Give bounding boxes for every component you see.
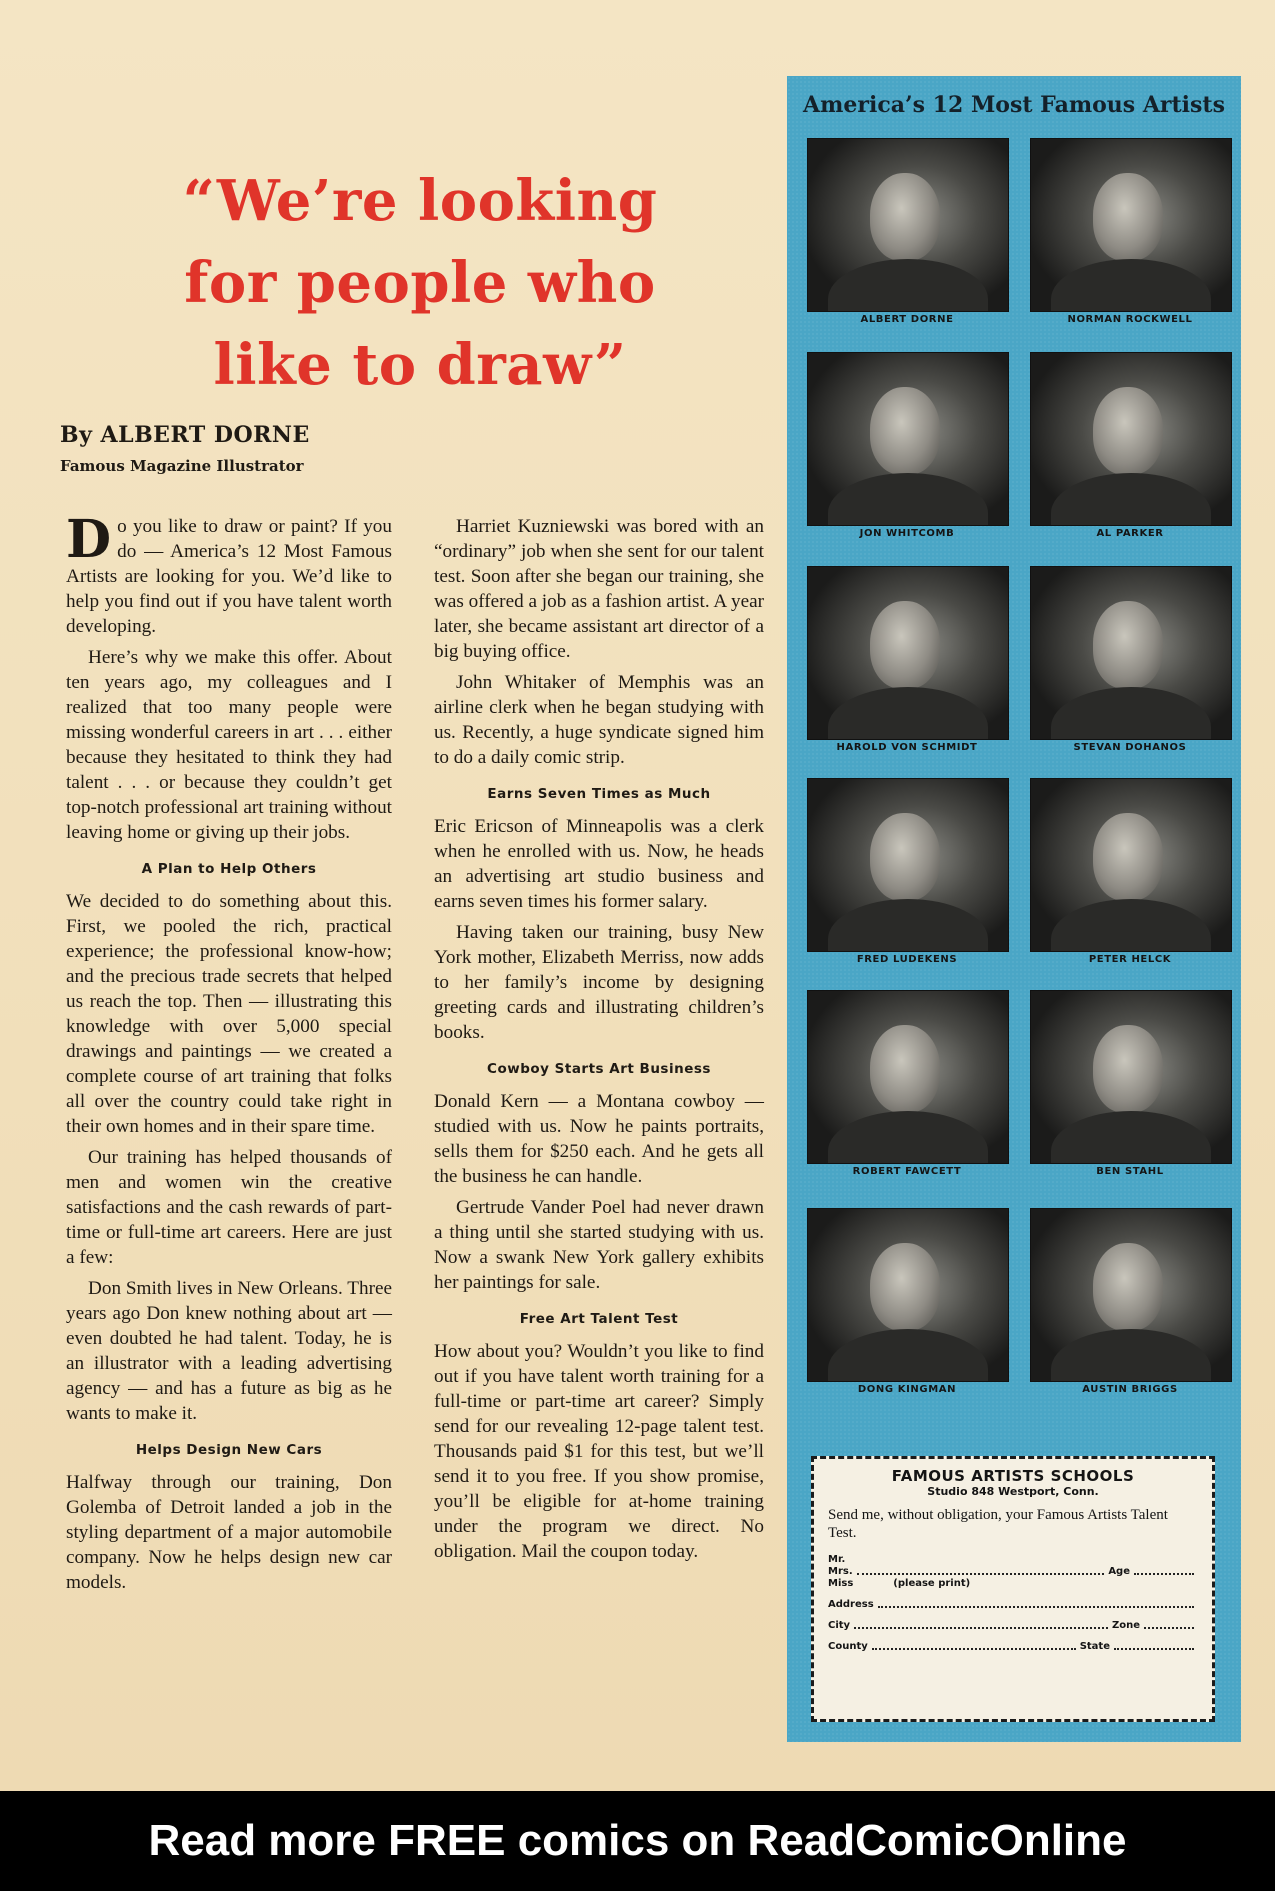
coupon-address: Studio 848 Westport, Conn. bbox=[927, 1485, 1099, 1498]
artist-portrait bbox=[807, 566, 1007, 756]
section-heading: Free Art Talent Test bbox=[519, 1311, 679, 1327]
artist-portrait bbox=[807, 1208, 1007, 1398]
name-line[interactable] bbox=[857, 1573, 1105, 1575]
artist-name: STEVAN DOHANOS bbox=[1073, 742, 1187, 753]
state-label: State bbox=[1079, 1641, 1110, 1652]
panel-title: America’s 12 Most Famous Artists bbox=[803, 92, 1225, 118]
artist-name: JON WHITCOMB bbox=[859, 528, 955, 539]
zone-label: Zone bbox=[1111, 1620, 1140, 1631]
artist-name: NORMAN ROCKWELL bbox=[1067, 314, 1193, 325]
county-label: County bbox=[828, 1641, 868, 1652]
coupon-title: FAMOUS ARTISTS SCHOOLS bbox=[891, 1467, 1135, 1485]
article-paragraph: Here’s why we make this offer. About ten years ago, my colleagues and I realized that too many people were missing wonderful careers in art . . . either because they hesitated to think they had talent . . . or because they couldn’t get top-notch professional art training without leaving home or giving up their jobs. bbox=[66, 647, 392, 843]
portrait-photo bbox=[807, 566, 1009, 740]
article-column-left bbox=[66, 509, 392, 1601]
miss-row bbox=[828, 1578, 1198, 1589]
address-field[interactable] bbox=[828, 1599, 1198, 1610]
please-print-note: (please print) bbox=[893, 1578, 971, 1589]
article-column-middle bbox=[434, 514, 764, 1570]
article-paragraph: Gertrude Vander Poel had never drawn a thing until she started studying with us. Now a swank New York gallery exhibits her paintings for sale. bbox=[434, 1197, 764, 1293]
artist-portrait bbox=[1030, 138, 1230, 328]
artist-name: ALBERT DORNE bbox=[860, 314, 954, 325]
artist-portrait bbox=[1030, 566, 1230, 756]
drop-cap: D bbox=[66, 509, 112, 570]
city-line[interactable] bbox=[854, 1627, 1108, 1629]
artist-name: BEN STAHL bbox=[1096, 1166, 1164, 1177]
artist-name: AUSTIN BRIGGS bbox=[1082, 1384, 1178, 1395]
artist-portrait bbox=[1030, 778, 1230, 968]
artist-portrait bbox=[807, 778, 1007, 968]
artist-portrait bbox=[807, 138, 1007, 328]
byline: By ALBERT DORNE bbox=[60, 422, 310, 448]
headline-line-3: like to draw” bbox=[213, 332, 627, 398]
portrait-photo bbox=[807, 990, 1009, 1164]
article-paragraph: Donald Kern — a Montana cowboy — studied with us. Now he paints portraits, sells them for $250 each. And he gets all the business he can handle. bbox=[434, 1091, 764, 1187]
article-paragraph: Do you like to draw or paint? If you do — America’s 12 Most Famous Artists are looking for you. We’d like to help you find out if you have talent worth developing. bbox=[66, 509, 392, 637]
artists-panel bbox=[787, 76, 1241, 1742]
portrait-photo bbox=[807, 778, 1009, 952]
article-paragraph: Having taken our training, busy New York mother, Elizabeth Merriss, now adds to her family’s income by designing greeting cards and illustrating children’s books. bbox=[434, 922, 764, 1043]
artist-name: FRED LUDEKENS bbox=[856, 954, 958, 965]
article-paragraph: Our training has helped thousands of men and women win the creative satisfactions and the cash rewards of part-time or full-time art careers. Here are just a few: bbox=[66, 1147, 392, 1268]
mail-coupon[interactable] bbox=[811, 1456, 1215, 1722]
portrait-photo bbox=[807, 352, 1009, 526]
portrait-photo bbox=[1030, 138, 1232, 312]
city-field[interactable] bbox=[828, 1620, 1198, 1631]
article-paragraph: We decided to do something about this. First, we pooled the rich, practical experience; the professional know-how; and the precious trade secrets that helped us reach the top. Then — illustrating this knowledge with over 5,000 special drawings and paintings — we created a complete course of art training that folks all over the country could take right in their own homes and in their spare time. bbox=[66, 891, 392, 1137]
headline-line-1: “We’re looking bbox=[182, 168, 658, 234]
artist-portrait bbox=[1030, 1208, 1230, 1398]
portrait-photo bbox=[1030, 778, 1232, 952]
portrait-photo bbox=[807, 138, 1009, 312]
mr-label: Mr. bbox=[828, 1554, 846, 1565]
artist-portrait bbox=[1030, 352, 1230, 542]
miss-label: Miss bbox=[828, 1578, 854, 1589]
artist-name: HAROLD VON SCHMIDT bbox=[836, 742, 978, 753]
zone-line[interactable] bbox=[1144, 1627, 1194, 1629]
coupon-text: Send me, without obligation, your Famous Artists Talent Test. bbox=[828, 1507, 1168, 1541]
name-field[interactable] bbox=[828, 1566, 1198, 1577]
portrait-photo bbox=[1030, 352, 1232, 526]
portrait-photo bbox=[807, 1208, 1009, 1382]
footer-banner[interactable]: Read more FREE comics on ReadComicOnline bbox=[0, 1791, 1275, 1891]
artist-portrait bbox=[807, 352, 1007, 542]
section-heading: Helps Design New Cars bbox=[135, 1442, 323, 1458]
article-paragraph: Halfway through our training, Don Golemba of Detroit landed a job in the styling department of a major automobile company. Now he helps design new car models. bbox=[66, 1472, 392, 1593]
artist-portrait bbox=[1030, 990, 1230, 1180]
article-paragraph: Don Smith lives in New Orleans. Three years ago Don knew nothing about art — even doubted he had talent. Today, he is an illustrator with a leading advertising agency — and has a future as big as he wants to make it. bbox=[66, 1278, 392, 1424]
article-paragraph: Harriet Kuzniewski was bored with an “ordinary” job when she sent for our talent test. Soon after she began our training, she was offered a job as a fashion artist. A year later, she became assistant art director of a big buying office. bbox=[434, 516, 764, 662]
artist-name: AL PARKER bbox=[1096, 528, 1164, 539]
artist-name: PETER HELCK bbox=[1088, 954, 1172, 965]
coupon-title-row bbox=[828, 1554, 1198, 1565]
byline-subtitle: Famous Magazine Illustrator bbox=[60, 457, 304, 475]
headline bbox=[100, 160, 740, 406]
state-line[interactable] bbox=[1114, 1648, 1194, 1650]
city-label: City bbox=[828, 1620, 851, 1631]
address-label: Address bbox=[828, 1599, 874, 1610]
age-line[interactable] bbox=[1134, 1573, 1194, 1575]
article-paragraph: How about you? Wouldn’t you like to find out if you have talent worth training for a full-time or part-time art career? Simply send for our revealing 12-page talent test. Thousands paid $1 for this test, but we’ll send it to you free. If you show promise, you’ll be eligible for at-home training under the program we direct. No obligation. Mail the coupon today. bbox=[434, 1341, 764, 1562]
address-line[interactable] bbox=[878, 1606, 1194, 1608]
county-line[interactable] bbox=[872, 1648, 1076, 1650]
mrs-label: Mrs. bbox=[828, 1566, 853, 1577]
county-field[interactable] bbox=[828, 1641, 1198, 1652]
section-heading: Earns Seven Times as Much bbox=[487, 786, 711, 802]
artist-name: ROBERT FAWCETT bbox=[852, 1166, 962, 1177]
portrait-photo bbox=[1030, 566, 1232, 740]
article-paragraph: John Whitaker of Memphis was an airline clerk when he began studying with us. Recently, a huge syndicate signed him to do a daily comic strip. bbox=[434, 672, 764, 768]
portrait-photo bbox=[1030, 1208, 1232, 1382]
headline-line-2: for people who bbox=[184, 250, 656, 316]
section-heading: A Plan to Help Others bbox=[141, 861, 317, 877]
age-label: Age bbox=[1108, 1566, 1130, 1577]
artist-portrait bbox=[807, 990, 1007, 1180]
portrait-photo bbox=[1030, 990, 1232, 1164]
article-paragraph: Eric Ericson of Minneapolis was a clerk when he enrolled with us. Now, he heads an advertising art studio business and earns seven times his former salary. bbox=[434, 816, 764, 912]
artist-name: DONG KINGMAN bbox=[857, 1384, 957, 1395]
section-heading: Cowboy Starts Art Business bbox=[487, 1061, 711, 1077]
